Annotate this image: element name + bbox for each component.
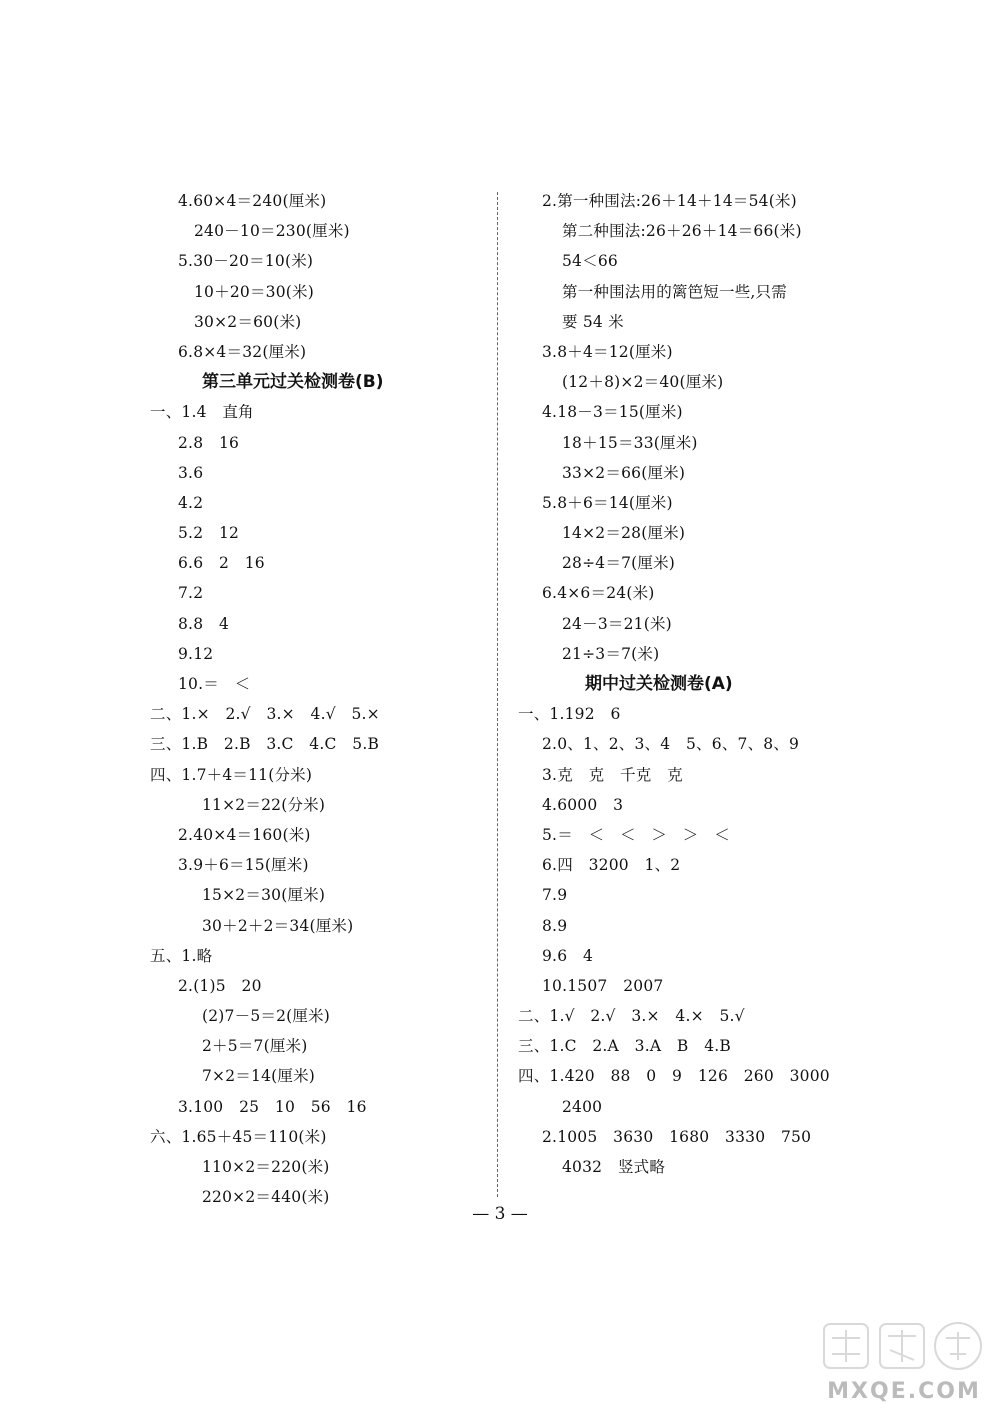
- answer-line: 二、1.√ 2.√ 3.× 4.× 5.√: [518, 1007, 745, 1026]
- answer-line: 三、1.B 2.B 3.C 4.C 5.B: [150, 735, 380, 754]
- answer-line: 第一种围法用的篱笆短一些,只需: [562, 282, 787, 301]
- answer-line: 10.＝ ＜: [178, 675, 251, 693]
- answer-line: 2400: [562, 1097, 603, 1116]
- answer-line: 21÷3＝7(米): [562, 644, 660, 663]
- answer-line: 7.2: [178, 584, 204, 603]
- answer-line: 2.0、1、2、3、4 5、6、7、8、9: [542, 735, 800, 754]
- answer-line: 7.9: [542, 886, 568, 905]
- answer-line: 6.6 2 16: [178, 554, 265, 573]
- answer-line: 一、1.192 6: [518, 705, 621, 724]
- left-column: [150, 186, 480, 1212]
- answer-line: 7×2＝14(厘米): [202, 1067, 316, 1086]
- answer-line: 5.30－20＝10(米): [178, 252, 314, 271]
- answer-line: 18＋15＝33(厘米): [562, 433, 698, 452]
- answer-line: 5.8＋6＝14(厘米): [542, 493, 673, 512]
- answer-line: 220×2＝440(米): [202, 1188, 330, 1207]
- answer-line: (12＋8)×2＝40(厘米): [562, 373, 724, 392]
- watermark-logo: [818, 1318, 990, 1408]
- answer-line: 6.四 3200 1、2: [542, 856, 681, 875]
- answer-line: 2.(1)5 20: [178, 976, 262, 995]
- answer-line: 4032 竖式略: [562, 1158, 666, 1176]
- answer-line: 4.2: [178, 493, 204, 512]
- answer-line: 2.8 16: [178, 433, 240, 452]
- answer-line: 3.8＋4＝12(厘米): [542, 342, 673, 361]
- answer-line: 5.＝ ＜ ＜ ＞ ＞ ＜: [542, 825, 730, 844]
- answer-line: 三、1.C 2.A 3.A B 4.B: [518, 1037, 731, 1056]
- answer-line: 3.6: [178, 463, 204, 482]
- answer-line: 2.40×4＝160(米): [178, 825, 311, 844]
- answer-line: 8.9: [542, 916, 568, 935]
- answer-line: 30＋2＋2＝34(厘米): [202, 916, 354, 935]
- column-divider: [497, 192, 498, 1197]
- answer-line: 6.4×6＝24(米): [542, 584, 655, 603]
- answer-line: 四、1.7＋4＝11(分米): [150, 765, 313, 784]
- answer-line: 六、1.65＋45＝110(米): [150, 1127, 327, 1146]
- answer-line: 30×2＝60(米): [194, 312, 302, 331]
- answer-line: 24－3＝21(米): [562, 614, 672, 633]
- answer-line: 四、1.420 88 0 9 126 260 3000: [518, 1067, 830, 1086]
- answer-line: 3.9＋6＝15(厘米): [178, 856, 309, 875]
- watermark-url-text: MXQE.COM: [827, 1379, 981, 1404]
- answer-line: 10＋20＝30(米): [194, 282, 314, 301]
- answer-line: 54＜66: [562, 252, 618, 271]
- answer-line: 9.6 4: [542, 946, 594, 965]
- answer-line: 2.第一种围法:26＋14＋14＝54(米): [542, 192, 797, 210]
- answer-line: 110×2＝220(米): [202, 1158, 330, 1176]
- answer-line: (2)7－5＝2(厘米): [202, 1007, 331, 1026]
- answer-line: 4.18－3＝15(厘米): [542, 403, 683, 422]
- answer-line: 3.100 25 10 56 16: [178, 1097, 367, 1116]
- answer-line: 10.1507 2007: [542, 976, 664, 995]
- answer-line: 14×2＝28(厘米): [562, 524, 686, 543]
- section-heading: 期中过关检测卷(A): [585, 674, 733, 694]
- answer-line: 第二种围法:26＋26＋14＝66(米): [562, 222, 802, 241]
- answer-line: 8.8 4: [178, 614, 230, 633]
- answer-line: 9.12: [178, 644, 214, 663]
- answer-line: 2.1005 3630 1680 3330 750: [542, 1127, 812, 1146]
- answer-line: 五、1.略: [150, 946, 213, 965]
- right-column: [518, 186, 860, 1182]
- answer-line: 二、1.× 2.√ 3.× 4.√ 5.×: [150, 705, 380, 724]
- answer-line: 28÷4＝7(厘米): [562, 554, 676, 573]
- answer-line: 240－10＝230(厘米): [194, 222, 350, 241]
- answer-line: 4.6000 3: [542, 795, 624, 814]
- answer-line: 6.8×4＝32(厘米): [178, 342, 307, 361]
- answer-line: 5.2 12: [178, 524, 240, 543]
- page-number: — 3 —: [472, 1204, 528, 1224]
- answer-line: 11×2＝22(分米): [202, 795, 326, 814]
- answer-line: 一、1.4 直角: [150, 403, 254, 422]
- answer-line: 15×2＝30(厘米): [202, 886, 326, 905]
- answer-line: 4.60×4＝240(厘米): [178, 192, 327, 210]
- answer-line: 3.克 克 千克 克: [542, 765, 683, 784]
- answer-line: 33×2＝66(厘米): [562, 463, 686, 482]
- answer-line: 要 54 米: [562, 312, 624, 331]
- answer-line: 2＋5＝7(厘米): [202, 1037, 308, 1056]
- section-heading: 第三单元过关检测卷(B): [202, 372, 384, 393]
